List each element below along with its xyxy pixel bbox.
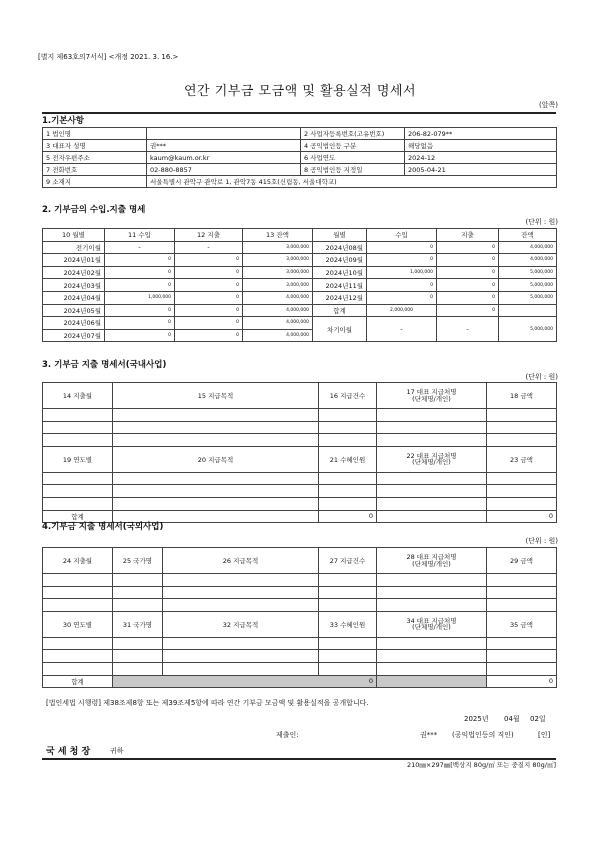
month-cell: 2024년08월 [313,241,367,254]
submitter-name: 권*** [420,731,438,739]
balance-cell: 3,000,000 [243,266,313,279]
unit-note: (단위 : 원) [525,218,558,226]
total-amount: 0 [487,510,557,523]
expense-cell: 0 [175,266,243,279]
public-corp-type-value: 해당없음 [405,140,557,152]
submitter-role: (공익법인등의 직인) [452,731,514,739]
table-row [43,254,557,267]
income-cell: 1,000,000 [105,291,175,304]
expense-cell: - [175,241,243,254]
table-row [43,152,557,164]
date-year: 2025년 [464,715,489,723]
fiscal-year-label: 6 사업연도 [301,152,405,164]
table-row [43,409,557,422]
section3-heading: 3. 기부금 지출 명세서(국내사업) [42,360,167,370]
column-header: 10 월별 [43,229,105,242]
income-cell: 0 [367,279,437,292]
balance-cell: 5,000,000 [499,266,557,279]
column-header [377,611,487,637]
income-cell: 0 [367,241,437,254]
income-cell: 0 [367,254,437,267]
header-line: 22 대표 지급처명 [406,451,457,460]
expense-cell: 0 [437,266,499,279]
shaded-cell [113,675,377,688]
month-cell: 2024년01월 [43,254,105,267]
column-header: 수입 [367,229,437,242]
total-label: 합계 [43,675,113,688]
carry-forward-expense: - [437,317,499,342]
month-cell: 2024년12월 [313,291,367,304]
income-cell: 0 [105,279,175,292]
table-row [43,241,557,254]
header-line: 34 대표 지급처명 [406,616,457,625]
fiscal-year-value: 2024-12 [405,152,557,164]
column-header: 26 지급목적 [163,548,319,574]
header-line: (단체명/개인) [412,394,451,403]
carry-forward-balance: 5,000,000 [499,317,557,342]
form-number: [별지 제63호의7서식] <개정 2021. 3. 16.> [38,53,179,61]
unit-note: (단위 : 원) [525,373,558,381]
section4-heading: 4.기부금 지출 명세서(국외사업) [42,522,164,532]
unit-note: (단위 : 원) [525,537,558,545]
table-row [43,662,557,675]
column-header: 27 지급건수 [319,548,377,574]
table-row [43,472,557,485]
column-header: 25 국가명 [113,548,163,574]
table-row [43,128,557,140]
table-row [43,266,557,279]
total-count: 0 [319,510,377,523]
ceo-label: 3 대표자 성명 [43,140,147,152]
column-header: 15 지급목적 [113,383,319,409]
total-count: 0 [368,677,373,686]
total-income: 2,000,000 [367,304,437,317]
address-value: 서울특별시 관악구 관악로 1, 관악7동 415호(신림동, 서울대학교) [147,176,557,188]
income-cell: 0 [105,266,175,279]
column-header: 13 잔액 [243,229,313,242]
table-header-row [43,548,557,574]
section2-heading: 2. 기부금의 수입.지출 명세 [42,205,146,215]
income-cell: 1,000,000 [367,266,437,279]
column-header: 16 지급건수 [319,383,377,409]
corp-name-value [147,128,301,140]
column-header [377,548,487,574]
email-label: 5 전자우편주소 [43,152,147,164]
domestic-expense-table [42,382,557,523]
email-value: kaum@kaum.or.kr [147,152,301,164]
income-cell: 0 [105,317,175,330]
designation-date-label: 8 공익법인등 지정일 [301,164,405,176]
expense-cell: 0 [175,279,243,292]
month-cell: 2024년02월 [43,266,105,279]
column-header [377,446,487,472]
balance-cell: 4,000,000 [499,241,557,254]
month-cell: 2024년09월 [313,254,367,267]
column-header: 월별 [313,229,367,242]
table-row [43,497,557,510]
column-header: 33 수혜인원 [319,611,377,637]
biz-number-value: 206-82-079** [405,128,557,140]
table-row [43,140,557,152]
column-header: 21 수혜인원 [319,446,377,472]
expense-cell: 0 [175,304,243,317]
income-cell: - [105,241,175,254]
overseas-expense-table [42,547,557,688]
header-line: 28 대표 지급처명 [406,553,457,561]
address-label: 9 소재지 [43,176,147,188]
table-row [43,291,557,304]
column-header: 35 금액 [487,611,557,637]
biz-number-label: 2 사업자등록번호(고유번호) [301,128,405,140]
balance-cell: 4,000,000 [243,317,313,330]
expense-cell: 0 [175,317,243,330]
expense-cell: 0 [437,241,499,254]
column-header: 23 금액 [487,446,557,472]
submitter-label: 제출인: [276,731,299,739]
column-header: 14 지출월 [43,383,113,409]
table-row [43,317,557,330]
column-header: 12 지출 [175,229,243,242]
balance-cell: 3,000,000 [243,241,313,254]
month-cell: 2024년06월 [43,317,105,330]
column-header: 29 금액 [487,548,557,574]
month-cell: 2024년07월 [43,329,105,342]
expense-cell: 0 [175,291,243,304]
public-corp-type-label: 4 공익법인등 구분 [301,140,405,152]
column-header: 지출 [437,229,499,242]
month-cell: 2024년03월 [43,279,105,292]
total-expense: 0 [437,304,499,317]
column-header: 32 지급목적 [163,611,319,637]
legal-statement: [법인세법 시행령] 제38조제8항 또는 제39조제5항에 따라 연간 기부금 모금액 및 활용실적을 공개합니다. [46,699,369,707]
table-row [43,304,557,317]
balance-cell: 3,000,000 [243,279,313,292]
date-month: 04월 [504,715,520,723]
month-cell: 2024년04월 [43,291,105,304]
column-header: 18 금액 [487,383,557,409]
balance-cell: 4,000,000 [499,254,557,267]
column-header: 30 연도별 [43,611,113,637]
expense-cell: 0 [175,254,243,267]
page-side-note: (앞쪽) [539,101,558,109]
table-row [43,637,557,650]
header-line: (단체명/개인) [412,623,451,632]
income-cell: 0 [367,291,437,304]
table-row [43,421,557,434]
table-row [43,279,557,292]
table-row [43,586,557,599]
balance-cell: 4,000,000 [243,304,313,317]
table-row [43,164,557,176]
expense-cell: 0 [437,254,499,267]
month-cell: 2024년10월 [313,266,367,279]
designation-date-value: 2005-04-21 [405,164,557,176]
total-row [43,675,557,688]
table-row [43,650,557,663]
income-expense-table [42,228,557,342]
column-header: 잔액 [499,229,557,242]
header-line: (단체명/개인) [412,559,451,568]
table-row [43,599,557,612]
section-divider [42,112,556,114]
section1-heading: 1.기본사항 [42,116,84,126]
income-cell: 0 [105,254,175,267]
column-header: 24 지출월 [43,548,113,574]
carry-forward-income: - [367,317,437,342]
balance-cell: 5,000,000 [499,291,557,304]
document-title: 연간 기부금 모금액 및 활용실적 명세서 [183,84,417,99]
expense-cell: 0 [437,279,499,292]
total-label: 합계 [313,304,367,317]
income-cell: 0 [105,329,175,342]
total-balance [499,304,557,317]
month-cell: 2024년05월 [43,304,105,317]
table-row [43,574,557,587]
column-header: 20 지급목적 [113,446,319,472]
header-line: (단체명/개인) [412,458,451,467]
column-header: 11 수입 [105,229,175,242]
table-row [43,176,557,188]
balance-cell: 4,000,000 [243,291,313,304]
balance-cell: 5,000,000 [499,279,557,292]
phone-label: 7 전화번호 [43,164,147,176]
month-cell: 2024년11월 [313,279,367,292]
recipient: 국 세 청 장 [46,747,91,757]
paper-spec: 210㎜×297㎜[백상지 80g/㎡ 또는 중질지 80g/㎡] [406,761,556,769]
expense-cell: 0 [437,291,499,304]
table-header-row [43,446,557,472]
column-header: 19 연도별 [43,446,113,472]
column-header: 31 국가명 [113,611,163,637]
income-cell: 0 [105,304,175,317]
shaded-cell [377,675,487,688]
ceo-value: 권*** [147,140,301,152]
table-row [43,434,557,447]
table-header-row [43,229,557,242]
expense-cell: 0 [175,329,243,342]
phone-value: 02-880-8857 [147,164,301,176]
corp-name-label: 1 법인명 [43,128,147,140]
date-day: 02일 [530,715,546,723]
table-header-row [43,383,557,409]
balance-cell: 4,000,000 [243,329,313,342]
total-amount: 0 [487,675,557,688]
carry-forward-label: 차기이월 [313,317,367,342]
total-label: 합계 [43,510,113,523]
table-header-row [43,611,557,637]
column-header [377,383,487,409]
recipient-honorific: 귀하 [110,747,124,755]
seal-mark: [인] [538,731,551,739]
basic-info-table [42,127,557,188]
month-cell: 전기이월 [43,241,105,254]
balance-cell: 3,000,000 [243,254,313,267]
table-row [43,485,557,498]
header-line: 17 대표 지급처명 [406,388,457,396]
